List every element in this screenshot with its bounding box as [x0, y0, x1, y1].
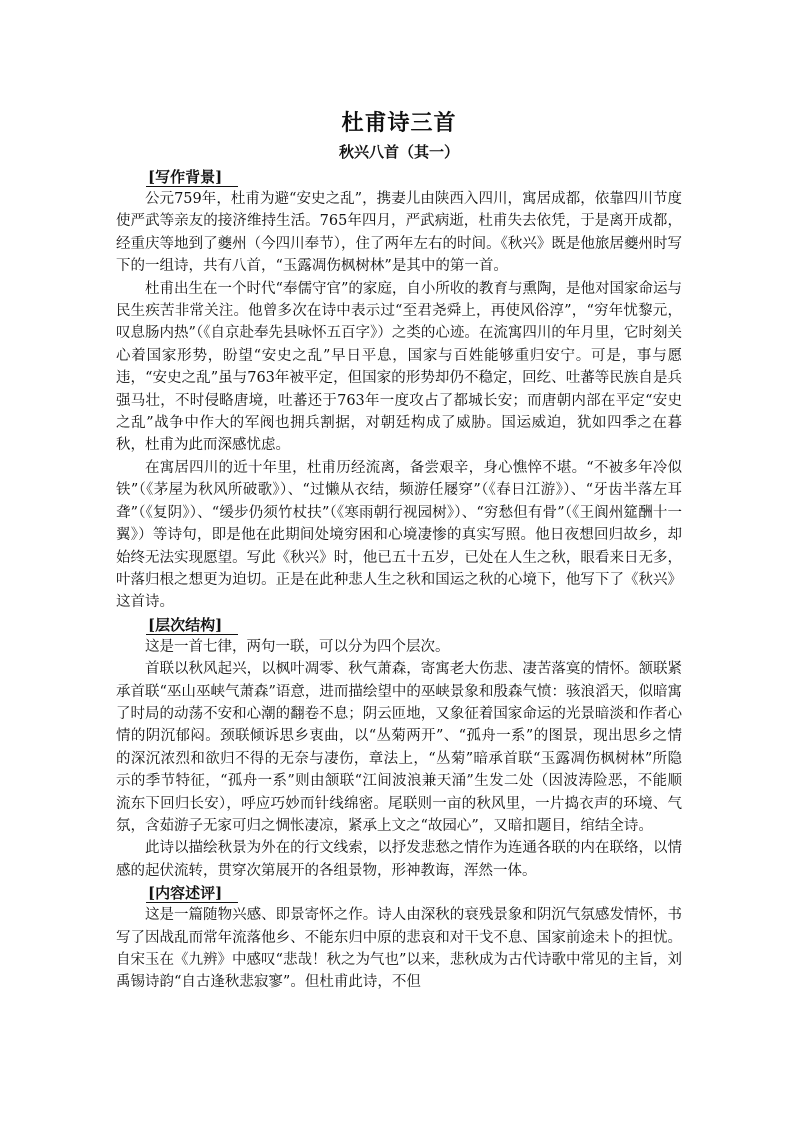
section-background — [116, 166, 682, 614]
heading-underline — [146, 634, 238, 635]
paragraph: 这是一篇随物兴感、即景寄怀之作。诗人由深秋的衰残景象和阴沉气氛感发情怀，书写了因战乱而常年流落他乡、不能东归中原的悲哀和对干戈不息、国家前途未卜的担忧。自宋玉在《九辨》中感叹“悲哉！秋之为气也”以来，悲秋成为古代诗歌中常见的主旨，刘禹锡诗韵“自古逢秋悲寂寥”。但杜甫此诗，不但 — [116, 907, 682, 991]
section-structure — [116, 614, 682, 882]
paragraph: 此诗以描绘秋景为外在的行文线索，以抒发悲愁之情作为连通各联的内在联络，以情感的起伏流转，贯穿次第展开的各组景物，形神教诲，浑然一体。 — [116, 840, 682, 879]
paragraph: 这是一首七律，两句一联，可以分为四个层次。 — [145, 638, 450, 655]
section-heading: [内容述评] — [148, 882, 682, 904]
section-heading: [层次结构] — [148, 614, 682, 636]
paragraph: 公元759年，杜甫为避“安史之乱”，携妻儿由陕西入四川，寓居成都，依靠四川节度使严武等亲友的接济维持生活。765年四月，严武病逝，杜甫失去依凭，于是离开成都，经重庆等地到了夔州（今四川奉节），住了两年左右的时间。《秋兴》既是他旅居夔州时写下的一组诗，共有八首，“玉露凋伤枫树林”是其中的第一首。 — [116, 191, 682, 275]
section-commentary — [116, 882, 682, 994]
poem-subtitle: 秋兴八首（其一） — [338, 143, 459, 161]
paragraph: 首联以秋风起兴，以枫叶凋零、秋气萧森，寄寓老大伤悲、凄苦落寞的情怀。颔联紧承首联“巫山巫峡气萧森”语意，进而描绘望中的巫峡景象和殷森气愤：骇浪滔天，似暗寓了时局的动荡不安和心潮的翻卷不息；阴云匝地，又象征着国家命运的光景暗淡和作者心情的阴沉郁闷。颈联倾诉思乡衷曲，以“丛菊两开”、“孤舟一系”的图景，现出思乡之情的深沉浓烈和欲归不得的无奈与凄伤，章法上，“丛菊”暗承首联“玉露凋伤枫树林”所隐示的季节特征，“孤舟一系”则由颔联“江间波浪兼天涌”生发二处（因波涛险恶，不能顺流东下回归长安），呼应巧妙而针线绵密。尾联则一亩的秋风里，一片捣衣声的环境、气氛，含茹游子无家可归之惆怅凄凉，紧承上文之“故园心”，又暗扣题目，绾结全诗。 — [116, 661, 682, 834]
heading-underline — [146, 186, 238, 187]
section-heading: [写作背景] — [148, 166, 682, 188]
heading-underline — [146, 902, 238, 903]
document-title: 杜甫诗三首 — [341, 110, 457, 136]
document-page — [116, 96, 682, 994]
paragraph: 在寓居四川的近十年里，杜甫历经流离，备尝艰辛，身心憔悴不堪。“不被多年冷似铁”（《茅屋为秋风所破歌》）、“过懒从衣结，频游任屦穿”（《春日江游》）、“牙齿半落左耳聋”（《复阴》）、“缓步仍须竹杖扶”（《寒雨朝行视园树》）、“穷愁但有骨”（《王阆州筵酬十一翼》）等诗句，即是他在此期间处境穷困和心境凄惨的真实写照。他日夜想回归故乡，却始终无法实现愿望。写此《秋兴》时，他已五十五岁，已处在人生之秋，眼看来日无多，叶落归根之想更为迫切。正是在此种悲人生之秋和国运之秋的心境下，他写下了《秋兴》这首诗。 — [116, 459, 682, 611]
paragraph: 杜甫出生在一个时代“奉儒守官”的家庭，自小所收的教育与熏陶，是他对国家命运与民生疾苦非常关注。他曾多次在诗中表示过“至君尧舜上，再使风俗淳”，“穷年忧黎元，叹息肠内热”（《自京赴奉先县咏怀五百字》）之类的心迹。在流寓四川的年月里，它时刻关心着国家形势，盼望“安史之乱”早日平息，国家与百姓能够重归安宁。可是，事与愿违，“安史之乱”虽与763年被平定，但国家的形势却仍不稳定，回纥、吐蕃等民族自是兵强马壮，不时侵略唐境，吐蕃还于763年一度攻占了都城长安；而唐朝内部在平定“安史之乱”战争中作大的军阀也拥兵割据，对朝廷构成了威胁。国运威迫，犹如四季之在暮秋，杜甫为此而深感忧虑。 — [116, 280, 682, 454]
